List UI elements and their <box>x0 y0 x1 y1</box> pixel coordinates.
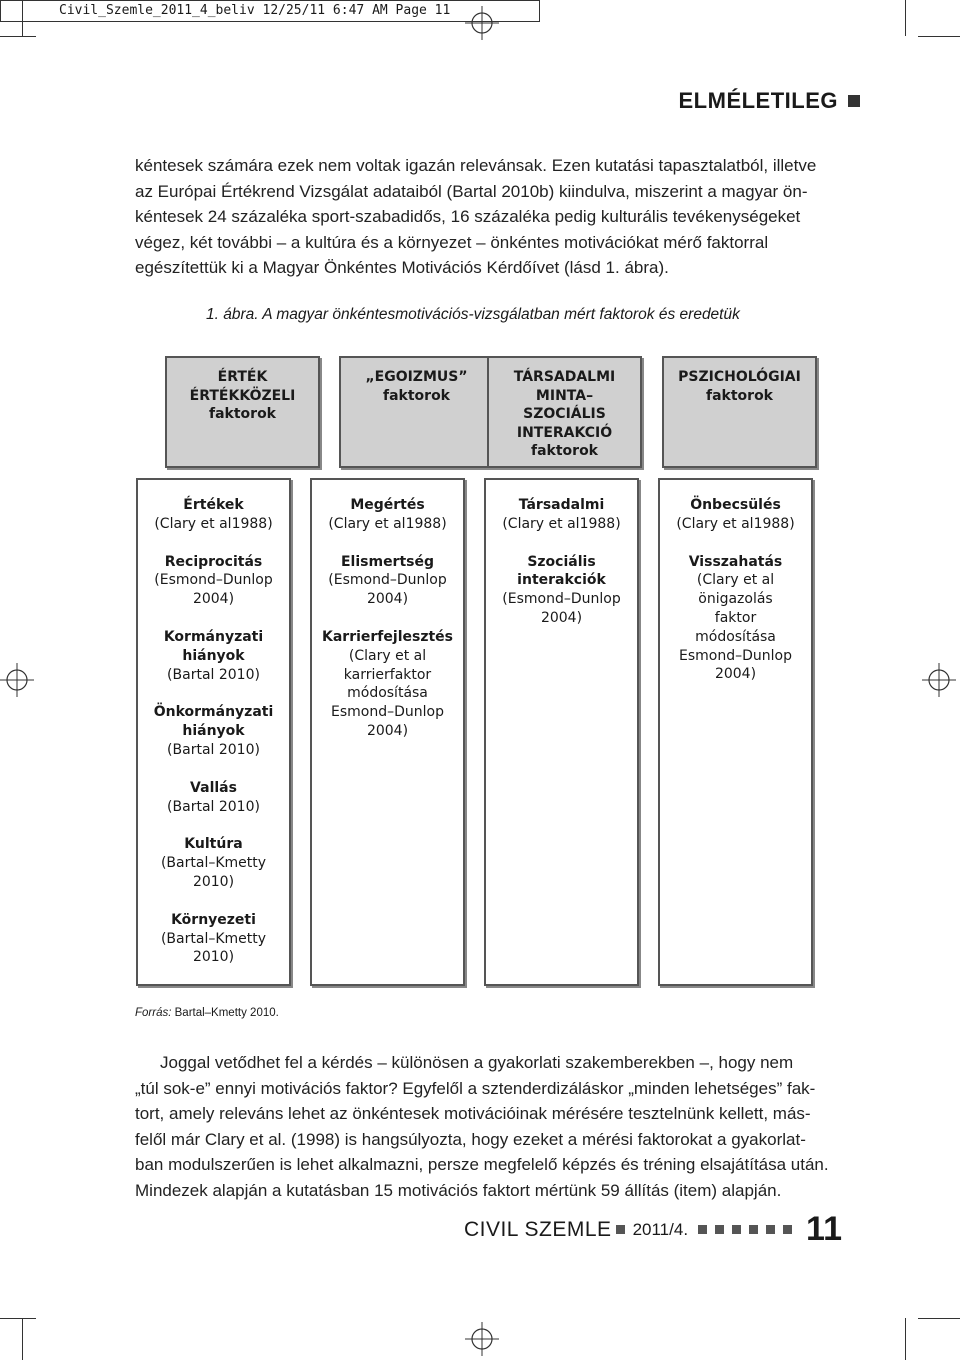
factor-source: 2004) <box>714 666 757 683</box>
factor-source: 2004) <box>366 722 409 739</box>
factor-name: hiányok <box>182 723 245 740</box>
factor-name: Önbecsülés <box>690 497 781 513</box>
factor-group-header <box>662 356 817 468</box>
factor-name: Visszahatás <box>688 553 783 570</box>
factor-name: Önkormányzati <box>153 704 274 721</box>
factor-source: (Clary et al1988) <box>676 515 795 532</box>
text-line: végez, két további – a kultúra és a környezet – önkéntes motivációkat mérő faktorral <box>135 232 769 252</box>
factor-name: hiányok <box>182 647 245 664</box>
registration-mark-icon <box>465 1322 499 1356</box>
header-line: ÉRTÉKKÖZELI <box>189 387 296 404</box>
crop-mark <box>905 1318 906 1360</box>
figure-source <box>135 1007 279 1019</box>
factor-source: (Bartal 2010) <box>167 741 260 758</box>
header-line: faktorok <box>209 406 276 422</box>
page-number: 11 <box>806 1210 842 1248</box>
section-heading-text: ELMÉLETILEG <box>678 88 838 113</box>
factor-source: (Bartal–Kmetty <box>160 930 267 947</box>
crop-mark <box>0 36 36 37</box>
factor-name: Társadalmi <box>518 497 605 513</box>
crop-mark <box>22 1318 23 1360</box>
factor-source: módosítása <box>347 685 428 702</box>
factor-source: módosítása <box>695 628 776 645</box>
section-heading <box>679 88 861 114</box>
factor-source: Esmond–Dunlop <box>679 647 792 664</box>
header-line: INTERAKCIÓ <box>516 424 613 441</box>
factor-source: (Bartal–Kmetty <box>160 855 267 872</box>
registration-mark-icon <box>465 6 499 40</box>
header-line: TÁRSADALMI <box>513 369 616 385</box>
factor-source: Esmond–Dunlop <box>331 704 444 721</box>
square-bullet-icon <box>848 95 860 107</box>
header-line: faktorok <box>706 387 773 404</box>
magazine-title: CIVIL SZEMLE <box>463 1217 612 1241</box>
factor-name: Szociális <box>527 553 596 570</box>
text-line: kéntesek számára ezek nem voltak igazán relevánsak. Ezen kutatási tapasztalatból, illetve <box>135 156 817 175</box>
factor-source: 2004) <box>540 609 583 626</box>
page-footer <box>464 1210 842 1249</box>
factor-name: interakciók <box>517 572 606 589</box>
square-bullet-icon <box>698 1225 707 1234</box>
source-label: Forrás: <box>135 1007 172 1019</box>
figure-caption: 1. ábra. A magyar önkéntesmotivációs-vizsgálatban mért faktorok és eredetük <box>206 306 740 323</box>
header-line: ÉRTÉK <box>217 369 268 385</box>
square-bullet-icon <box>749 1225 758 1234</box>
text-line: egészítettük ki a Magyar Önkéntes Motivációs Kérdőívet (lásd 1. ábra). <box>135 258 669 277</box>
factor-name: Értékek <box>183 497 244 513</box>
factor-source: (Clary et al1988) <box>502 515 621 532</box>
registration-mark-icon <box>922 663 956 697</box>
factor-source: (Clary et al <box>696 572 775 589</box>
factor-source: önigazolás <box>698 591 773 608</box>
text-line: Mindezek alapján a kutatásban 15 motivációs faktort mértünk 59 állítás (item) alapján. <box>135 1180 782 1200</box>
text-line: „túl sok-e” ennyi motivációs faktor? Egyfelől a sztenderdizáláskor „minden lehetséges” fak- <box>135 1078 816 1098</box>
text-line: felől már Clary et al. (1998) is hangsúlyozta, hogy ezeket a mérési faktorokat a gyakorlat- <box>135 1129 806 1149</box>
print-slug: Civil_Szemle_2011_4_beliv 12/25/11 6:47 AM Page 11 <box>0 0 540 22</box>
header-line: „EGOIZMUS” <box>365 369 468 385</box>
text-line: az Európai Értékrend Vizsgálat adataiból (Bartal 2010b) kiindulva, miszerint a magyar ön- <box>135 181 808 201</box>
body-paragraph <box>135 153 816 281</box>
square-bullet-icon <box>616 1225 625 1234</box>
factor-name: Kormányzati <box>163 628 264 645</box>
factor-list-box <box>484 478 639 986</box>
header-line: SZOCIÁLIS <box>523 406 606 422</box>
factor-name: Kultúra <box>184 836 243 853</box>
crop-mark <box>0 1318 36 1319</box>
header-line: faktorok <box>531 443 598 459</box>
text-line: Joggal vetődhet fel a kérdés – különösen a gyakorlati szakemberekben –, hogy nem <box>160 1053 794 1072</box>
factor-name: Megértés <box>350 497 425 513</box>
text-line: ban modulszerűen is lehet alkalmazni, persze megfelelő képzés és tréning elsajátítása után. <box>135 1155 829 1174</box>
factor-source: (Clary et al1988) <box>328 515 447 532</box>
factor-source: 2010) <box>192 873 235 890</box>
body-paragraph <box>135 1050 829 1203</box>
text-line: kéntesek 24 százaléka sport-szabadidős, 16 százaléka pedig kulturális tevékenységeket <box>135 207 801 226</box>
factor-name: Reciprocitás <box>164 553 263 570</box>
factor-source: faktor <box>714 609 757 626</box>
factor-name: Környezeti <box>171 911 256 928</box>
factor-source: karrierfaktor <box>343 666 432 683</box>
crop-mark <box>918 1318 960 1319</box>
factor-source: (Bartal 2010) <box>167 666 260 683</box>
factor-name: Elismertség <box>340 553 435 570</box>
factor-source: (Bartal 2010) <box>167 798 260 815</box>
factor-list-box <box>310 478 465 986</box>
registration-mark-icon <box>0 663 34 697</box>
factor-group-header <box>339 356 494 468</box>
text-line: tort, amely releváns lehet az önkéntesek motivációinak mérésére tesztelnünk kellett, más- <box>135 1104 811 1123</box>
factor-name: Karrierfejlesztés <box>322 628 453 645</box>
header-line: MINTA– <box>535 387 594 404</box>
factor-source: (Esmond–Dunlop <box>502 591 621 608</box>
factor-source: (Clary et al <box>348 647 427 664</box>
factor-source: (Clary et al1988) <box>154 515 273 532</box>
factor-group-header <box>165 356 320 468</box>
factor-source: 2010) <box>192 949 235 966</box>
crop-mark <box>22 0 23 36</box>
square-bullet-icon <box>732 1225 741 1234</box>
factor-list-box <box>658 478 813 986</box>
factor-group-header <box>487 356 642 468</box>
crop-mark <box>905 0 906 36</box>
factor-name: Vallás <box>190 779 237 796</box>
factor-source: (Esmond–Dunlop <box>328 572 447 589</box>
square-bullet-icon <box>766 1225 775 1234</box>
source-text: Bartal–Kmetty 2010. <box>174 1007 279 1019</box>
factor-list-box <box>136 478 291 986</box>
factor-source: (Esmond–Dunlop <box>154 572 273 589</box>
factor-source: 2004) <box>192 591 235 608</box>
header-line: faktorok <box>383 387 450 404</box>
factor-source: 2004) <box>366 591 409 608</box>
issue-number: 2011/4. <box>632 1219 689 1239</box>
square-bullet-icon <box>783 1225 792 1234</box>
header-line: PSZICHOLÓGIAI <box>678 369 801 385</box>
crop-mark <box>918 36 960 37</box>
square-bullet-icon <box>715 1225 724 1234</box>
